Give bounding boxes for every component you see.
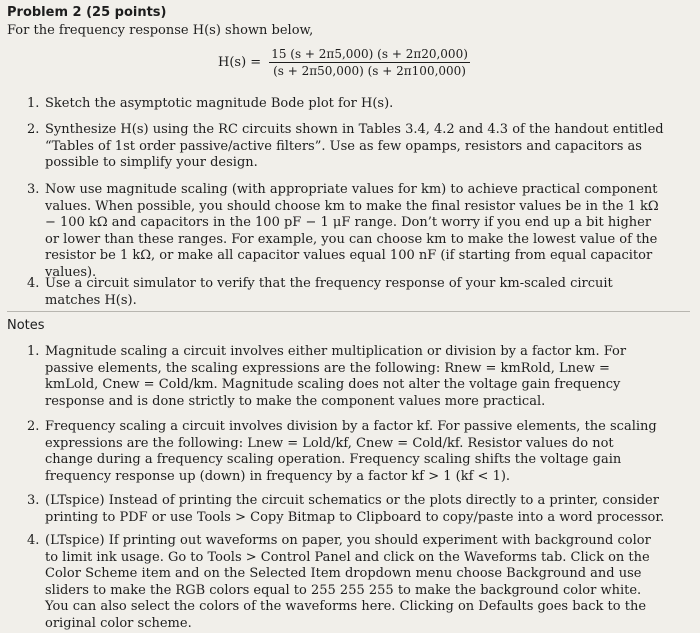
note-number: 3. <box>27 493 40 508</box>
question-3 <box>27 182 665 281</box>
note-3 <box>27 493 665 526</box>
section-divider <box>7 311 690 312</box>
question-text: Now use magnitude scaling (with appropriate values for km) to achieve practical component values. When possible, you should choose km to make the final resistor values be in the 1 kΩ − 100 kΩ and capacitors in the 100 pF − 1 μF range. Don’t worry if you end up a bit higher or lower than these ranges. For example, you can choose km to make the lowest value of the resistor be 1 kΩ, or make all capacitor values equal 100 nF (if starting from equal capacitor values). <box>45 182 659 280</box>
question-text: Sketch the asymptotic magnitude Bode plot for H(s). <box>45 96 394 111</box>
problem-intro: For the frequency response H(s) shown below, <box>7 23 314 38</box>
note-text: (LTspice) If printing out waveforms on paper, you should experiment with background color to limit ink usage. Go to Tools > Control Panel and click on the Waveforms tab. Click on the Color Scheme item and on the Selected Item dropdown menu choose Background and use sliders to make the RGB colors equal to 255 255 255 to make the background color white. You can also select the colors of the waveforms here. Clicking on Defaults goes back to the original color scheme. <box>45 533 651 631</box>
note-number: 4. <box>27 533 40 548</box>
transfer-function-equation <box>218 47 470 78</box>
equation-denominator: (s + 2π50,000) (s + 2π100,000) <box>273 64 466 78</box>
note-1 <box>27 344 665 410</box>
note-number: 2. <box>27 419 40 434</box>
question-4 <box>27 276 665 309</box>
question-2 <box>27 122 665 172</box>
note-number: 1. <box>27 344 40 359</box>
equation-numerator: 15 (s + 2π5,000) (s + 2π20,000) <box>271 47 468 61</box>
question-text: Synthesize H(s) using the RC circuits shown in Tables 3.4, 4.2 and 4.3 of the handout entitled “Tables of 1st order passive/active filters”. Use as few opamps, resistors and capacitors as possible to simplify your design. <box>45 122 664 170</box>
question-number: 1. <box>27 96 40 111</box>
note-2 <box>27 419 665 485</box>
note-4 <box>27 533 665 632</box>
note-text: (LTspice) Instead of printing the circuit schematics or the plots directly to a printer, consider printing to PDF or use Tools > Copy Bitmap to Clipboard to copy/paste into a word processor. <box>45 493 665 525</box>
problem-title: Problem 2 (25 points) <box>7 5 167 20</box>
question-number: 2. <box>27 122 40 137</box>
equation-lhs: H(s) = <box>218 55 262 70</box>
notes-heading: Notes <box>7 318 45 333</box>
question-number: 4. <box>27 276 40 291</box>
equation-fraction <box>269 47 470 78</box>
question-number: 3. <box>27 182 40 197</box>
note-text: Magnitude scaling a circuit involves either multiplication or division by a factor km. For passive elements, the scaling expressions are the following: Rnew = kmRold, Lnew = kmLold, Cnew = Cold/km. Magnitude scaling does not alter the voltage gain frequency response and is done strictly to make the component values more practical. <box>45 344 627 409</box>
question-text: Use a circuit simulator to verify that the frequency response of your km-scaled circuit matches H(s). <box>45 276 613 308</box>
note-text: Frequency scaling a circuit involves division by a factor kf. For passive elements, the scaling expressions are the following: Lnew = Lold/kf, Cnew = Cold/kf. Resistor values do not change during a frequency scaling operation. Frequency scaling shifts the voltage gain frequency response up (down) in frequency by a factor kf > 1 (kf < 1). <box>45 419 657 484</box>
question-1 <box>27 96 665 113</box>
